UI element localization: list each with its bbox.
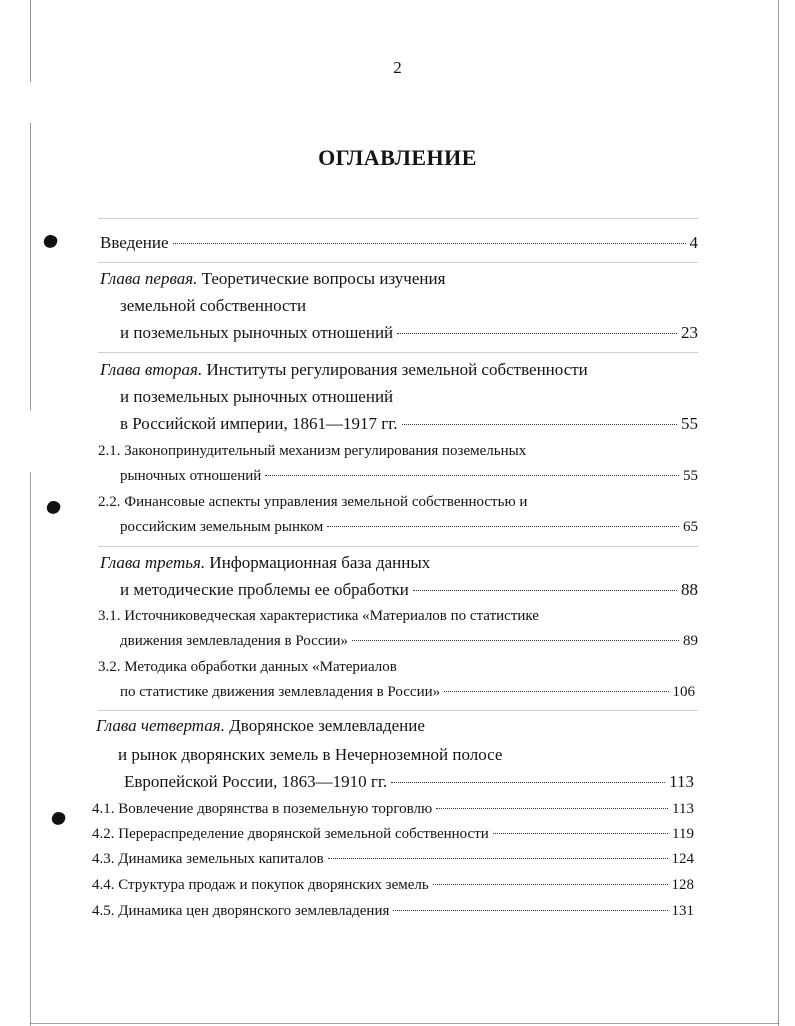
chapter-title-line: Дворянское землевладение [229,716,425,735]
dot-leader [493,833,668,834]
section-title: 4.2. Перераспределение дворянской земельной собственности [92,826,489,842]
divider [98,218,698,219]
dot-leader [402,424,677,425]
dot-leader [391,782,665,783]
dot-leader [436,808,668,809]
toc-page-number: 65 [683,519,698,535]
toc-chapter-4-heading[interactable] [96,716,425,736]
chapter-title-line: Институты регулирования земельной собственности [206,360,588,379]
toc-section-3-2-line[interactable]: 3.2. Методика обработки данных «Материалов [98,659,397,675]
toc-entry-section-3-1[interactable] [120,633,698,650]
dot-leader [265,475,679,476]
chapter-title-line: земельной собственности [120,296,307,315]
chapter-title-line: Информационная база данных [209,553,431,572]
punch-hole-mark [50,810,67,827]
toc-entry-section-4-2[interactable] [92,826,694,843]
dot-leader [328,858,668,859]
toc-page-number: 55 [683,468,698,484]
toc-chapter-3-heading[interactable] [100,553,430,573]
toc-entry-chapter-3[interactable] [120,580,698,600]
toc-entry-chapter-2[interactable] [120,414,698,434]
toc-page-number: 55 [681,414,698,433]
toc-section-3-1-line[interactable]: 3.1. Источниковедческая характеристика «Материалов по статистике [98,608,539,624]
toc-page-number: 89 [683,633,698,649]
toc-page-number: 131 [671,903,694,919]
dot-leader [327,526,679,527]
chapter-title-line: и рынок дворянских земель в Нечерноземной полосе [118,745,503,764]
page-number: 2 [393,58,402,77]
toc-page-number: 119 [672,826,694,842]
divider [98,710,698,711]
toc-page-number: 106 [672,684,695,700]
chapter-title-line: и методические проблемы ее обработки [120,580,409,599]
toc-entry-chapter-4[interactable] [124,772,694,792]
toc-entry-section-4-5[interactable] [92,903,694,920]
dot-leader [393,910,667,911]
toc-page-number: 113 [669,772,694,791]
toc-section-2-2-line[interactable]: 2.2. Финансовые аспекты управления земельной собственностью и [98,494,528,510]
toc-page-number: 128 [671,877,694,893]
section-title-line: по статистике движения землевладения в России» [120,684,441,700]
scan-edge-bottom [30,1023,779,1024]
punch-hole-mark [45,499,62,516]
toc-entry-intro[interactable] [100,233,698,253]
section-title-line: рыночных отношений [120,468,262,484]
dot-leader [352,640,679,641]
dot-leader [397,333,677,334]
chapter-title-line: в Российской империи, 1861—1917 гг. [120,414,398,433]
dot-leader [413,590,677,591]
divider [98,352,698,353]
toc-page-number: 124 [671,851,694,867]
toc-entry-section-3-2[interactable] [120,684,695,701]
chapter-title-line: и поземельных рыночных отношений [120,387,394,406]
toc-entry-section-2-2[interactable] [120,519,698,536]
section-title: 4.5. Динамика цен дворянского землевладения [92,903,390,919]
section-title: 4.4. Структура продаж и покупок дворянских земель [92,877,429,893]
chapter-title-line: Европейской России, 1863—1910 гг. [124,772,388,791]
chapter-title-line: Теоретические вопросы изучения [201,269,446,288]
toc-page-number: 88 [681,580,698,599]
dot-leader [173,243,686,244]
divider [98,262,698,263]
toc-entry-title: Введение [100,233,169,252]
toc-entry-section-4-1[interactable] [92,801,694,818]
toc-page-number: 23 [681,323,698,342]
chapter-label: Глава первая. [100,269,198,288]
toc-section-2-1-line[interactable]: 2.1. Законопринудительный механизм регулирования поземельных [98,443,527,459]
toc-entry-section-4-4[interactable] [92,877,694,894]
toc-entry-section-4-3[interactable] [92,851,694,868]
toc-chapter-2-heading[interactable] [100,360,588,380]
toc-page-number: 4 [689,233,698,252]
toc-entry-chapter-1[interactable] [120,323,698,343]
divider [98,546,698,547]
dot-leader [444,691,668,692]
toc-entry-section-2-1[interactable] [120,468,698,485]
section-title: 4.3. Динамика земельных капиталов [92,851,324,867]
chapter-label: Глава четвертая. [96,716,225,735]
page-title: ОГЛАВЛЕНИЕ [318,145,477,170]
chapter-label: Глава вторая. [100,360,203,379]
toc-chapter-1-heading[interactable] [100,269,445,289]
chapter-title-line: и поземельных рыночных отношений [120,323,394,342]
section-title-line: российским земельным рынком [120,519,324,535]
chapter-label: Глава третья. [100,553,206,572]
toc-page-number: 113 [672,801,694,817]
section-title: 4.1. Вовлечение дворянства в поземельную торговлю [92,801,433,817]
section-title-line: движения землевладения в России» [120,633,349,649]
dot-leader [433,884,668,885]
punch-hole-mark [42,233,59,250]
